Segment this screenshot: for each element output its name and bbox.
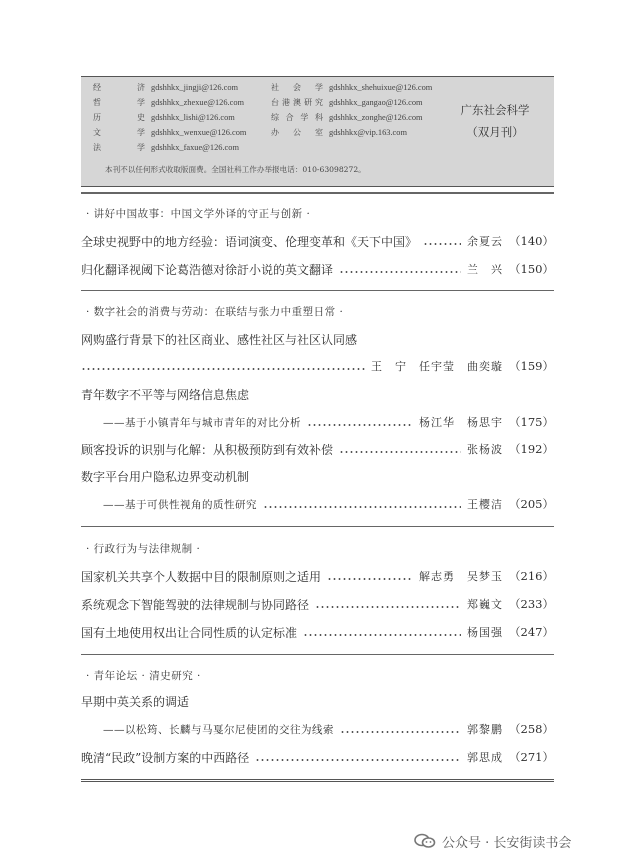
- section-heading: · 青年论坛 · 清史研究 ·: [86, 670, 201, 682]
- page-number: （233）: [509, 597, 554, 611]
- toc-entry[interactable]: [81, 719, 554, 739]
- contact-email: gdshhkx_zhexue@126.com: [151, 98, 245, 107]
- toc-entry[interactable]: [81, 494, 554, 514]
- dot-leader: [81, 360, 365, 372]
- article-author: 王 宁 任宇莹 曲奕璇: [371, 360, 504, 373]
- article-author: 郭黎鹏: [467, 723, 504, 736]
- section-heading: · 数字社会的消费与劳动：在联结与张力中重塑日常 ·: [86, 306, 344, 318]
- toc-entry[interactable]: [81, 566, 554, 586]
- article-title: 国家机关共享个人数据中目的限制原则之适用: [81, 569, 322, 584]
- toc-entry[interactable]: [81, 259, 554, 279]
- article-author: 兰 兴: [467, 263, 504, 276]
- contact-dept: 哲学: [93, 98, 145, 107]
- article-subtitle: ——基于小镇青年与城市青年的对比分析: [103, 416, 301, 429]
- dot-leader: [303, 626, 461, 638]
- contact-email: gdshhkx@vip.163.com: [329, 128, 407, 137]
- article-title: 系统观念下智能驾驶的法律规制与协同路径: [81, 597, 310, 612]
- journal-name: 广东社会科学: [460, 103, 530, 117]
- contact-email: gdshhkx_zonghe@126.com: [329, 113, 423, 122]
- article-author: 王樱洁: [467, 498, 504, 511]
- article-subtitle: ——基于可供性视角的质性研究: [103, 498, 257, 511]
- toc-entry[interactable]: [81, 356, 554, 376]
- article-title[interactable]: 早期中英关系的调适: [81, 695, 190, 709]
- toc-entry[interactable]: [81, 412, 554, 432]
- contact-dept: 台港澳研究: [271, 98, 323, 107]
- page-number: （271）: [509, 750, 554, 764]
- article-title: 顾客投诉的识别与化解：从积极预防到有效补偿: [81, 442, 334, 457]
- contact-dept: 综合学科: [271, 113, 323, 122]
- contact-email: gdshhkx_jingji@126.com: [151, 83, 239, 92]
- journal-frequency: （双月刊）: [466, 125, 524, 139]
- article-title: 晚清“民政”设制方案的中西路径: [81, 750, 250, 765]
- contact-row: [93, 126, 246, 140]
- contact-email: gdshhkx_wenxue@126.com: [151, 128, 247, 137]
- dot-leader: [255, 751, 461, 763]
- page-number: （216）: [509, 569, 554, 583]
- bottom-divider: [81, 779, 554, 782]
- section-heading: · 行政行为与法律规制 ·: [86, 543, 201, 555]
- article-title[interactable]: 数字平台用户隐私边界变动机制: [81, 470, 250, 484]
- article-author: 张杨波: [467, 443, 504, 456]
- journal-title: [450, 99, 540, 143]
- article-title[interactable]: 网购盛行背景下的社区商业、感性社区与社区认同感: [81, 333, 358, 347]
- dot-leader: [423, 235, 461, 247]
- contact-row: [93, 111, 235, 125]
- toc-entry[interactable]: [81, 439, 554, 459]
- section-heading: · 讲好中国故事：中国文学外译的守正与创新 ·: [86, 208, 311, 220]
- dot-leader: [327, 570, 413, 582]
- page-number: （175）: [509, 415, 554, 429]
- article-title: 国有土地使用权出让合同性质的认定标准: [81, 625, 298, 640]
- article-author: 郭思成: [467, 751, 504, 764]
- article-title[interactable]: 青年数字不平等与网络信息焦虑: [81, 388, 250, 402]
- contact-email: gdshhkx_shehuixue@126.com: [329, 83, 433, 92]
- article-title: 归化翻译视阈下论葛浩德对徐訏小说的英文翻译: [81, 262, 334, 277]
- contact-dept: 社会学: [271, 83, 323, 92]
- contact-dept: 历史: [93, 113, 145, 122]
- contact-info-box: [81, 76, 554, 187]
- dot-leader: [315, 598, 461, 610]
- page-number: （159）: [509, 359, 554, 373]
- toc-entry[interactable]: [81, 622, 554, 642]
- contact-dept: 文学: [93, 128, 145, 137]
- contact-dept: 办公室: [271, 128, 323, 137]
- contact-row: [271, 126, 407, 140]
- watermark-text: 公众号 · 长安街读书会: [442, 835, 572, 851]
- contact-row: [93, 96, 244, 110]
- article-author: 郑巍文: [467, 598, 504, 611]
- wechat-official-account-icon: [414, 833, 436, 849]
- contact-row: [271, 96, 423, 110]
- divider: [81, 290, 554, 291]
- contact-row: [271, 81, 432, 95]
- article-author: 余夏云: [467, 235, 504, 248]
- contact-dept: 法学: [93, 143, 145, 152]
- page-number: （258）: [509, 722, 554, 736]
- divider: [81, 192, 554, 194]
- article-author: 解志勇 吴梦玉: [419, 570, 504, 583]
- contact-email: gdshhkx_faxue@126.com: [151, 143, 239, 152]
- article-author: 杨国强: [467, 626, 504, 639]
- contact-row: [93, 81, 238, 95]
- article-subtitle: ——以松筠、长麟与马戛尔尼使团的交往为线索: [103, 723, 334, 736]
- fee-notice: 本刊不以任何形式收取版面费。全国社科工作办举报电话：010-63098272。: [105, 165, 366, 174]
- contact-row: [271, 111, 423, 125]
- dot-leader: [339, 263, 461, 275]
- contact-email: gdshhkx_lishi@126.com: [151, 113, 235, 122]
- page-number: （150）: [509, 262, 554, 276]
- article-author: 杨江华 杨思宇: [419, 416, 504, 429]
- watermark: [414, 829, 571, 853]
- dot-leader: [263, 498, 461, 510]
- page-number: （247）: [509, 625, 554, 639]
- dot-leader: [307, 416, 413, 428]
- page-number: （205）: [509, 497, 554, 511]
- article-title: 全球史视野中的地方经验：语词演变、伦理变革和《天下中国》: [81, 234, 418, 249]
- contact-dept: 经济: [93, 83, 145, 92]
- toc-entry[interactable]: [81, 747, 554, 767]
- divider: [81, 654, 554, 655]
- dot-leader: [340, 723, 461, 735]
- page-number: （192）: [509, 442, 554, 456]
- page-number: （140）: [509, 234, 554, 248]
- toc-entry[interactable]: [81, 231, 554, 251]
- toc-entry[interactable]: [81, 594, 554, 614]
- dot-leader: [339, 443, 461, 455]
- divider: [81, 526, 554, 527]
- contact-email: gdshhkx_gangao@126.com: [329, 98, 423, 107]
- contact-row: [93, 141, 239, 155]
